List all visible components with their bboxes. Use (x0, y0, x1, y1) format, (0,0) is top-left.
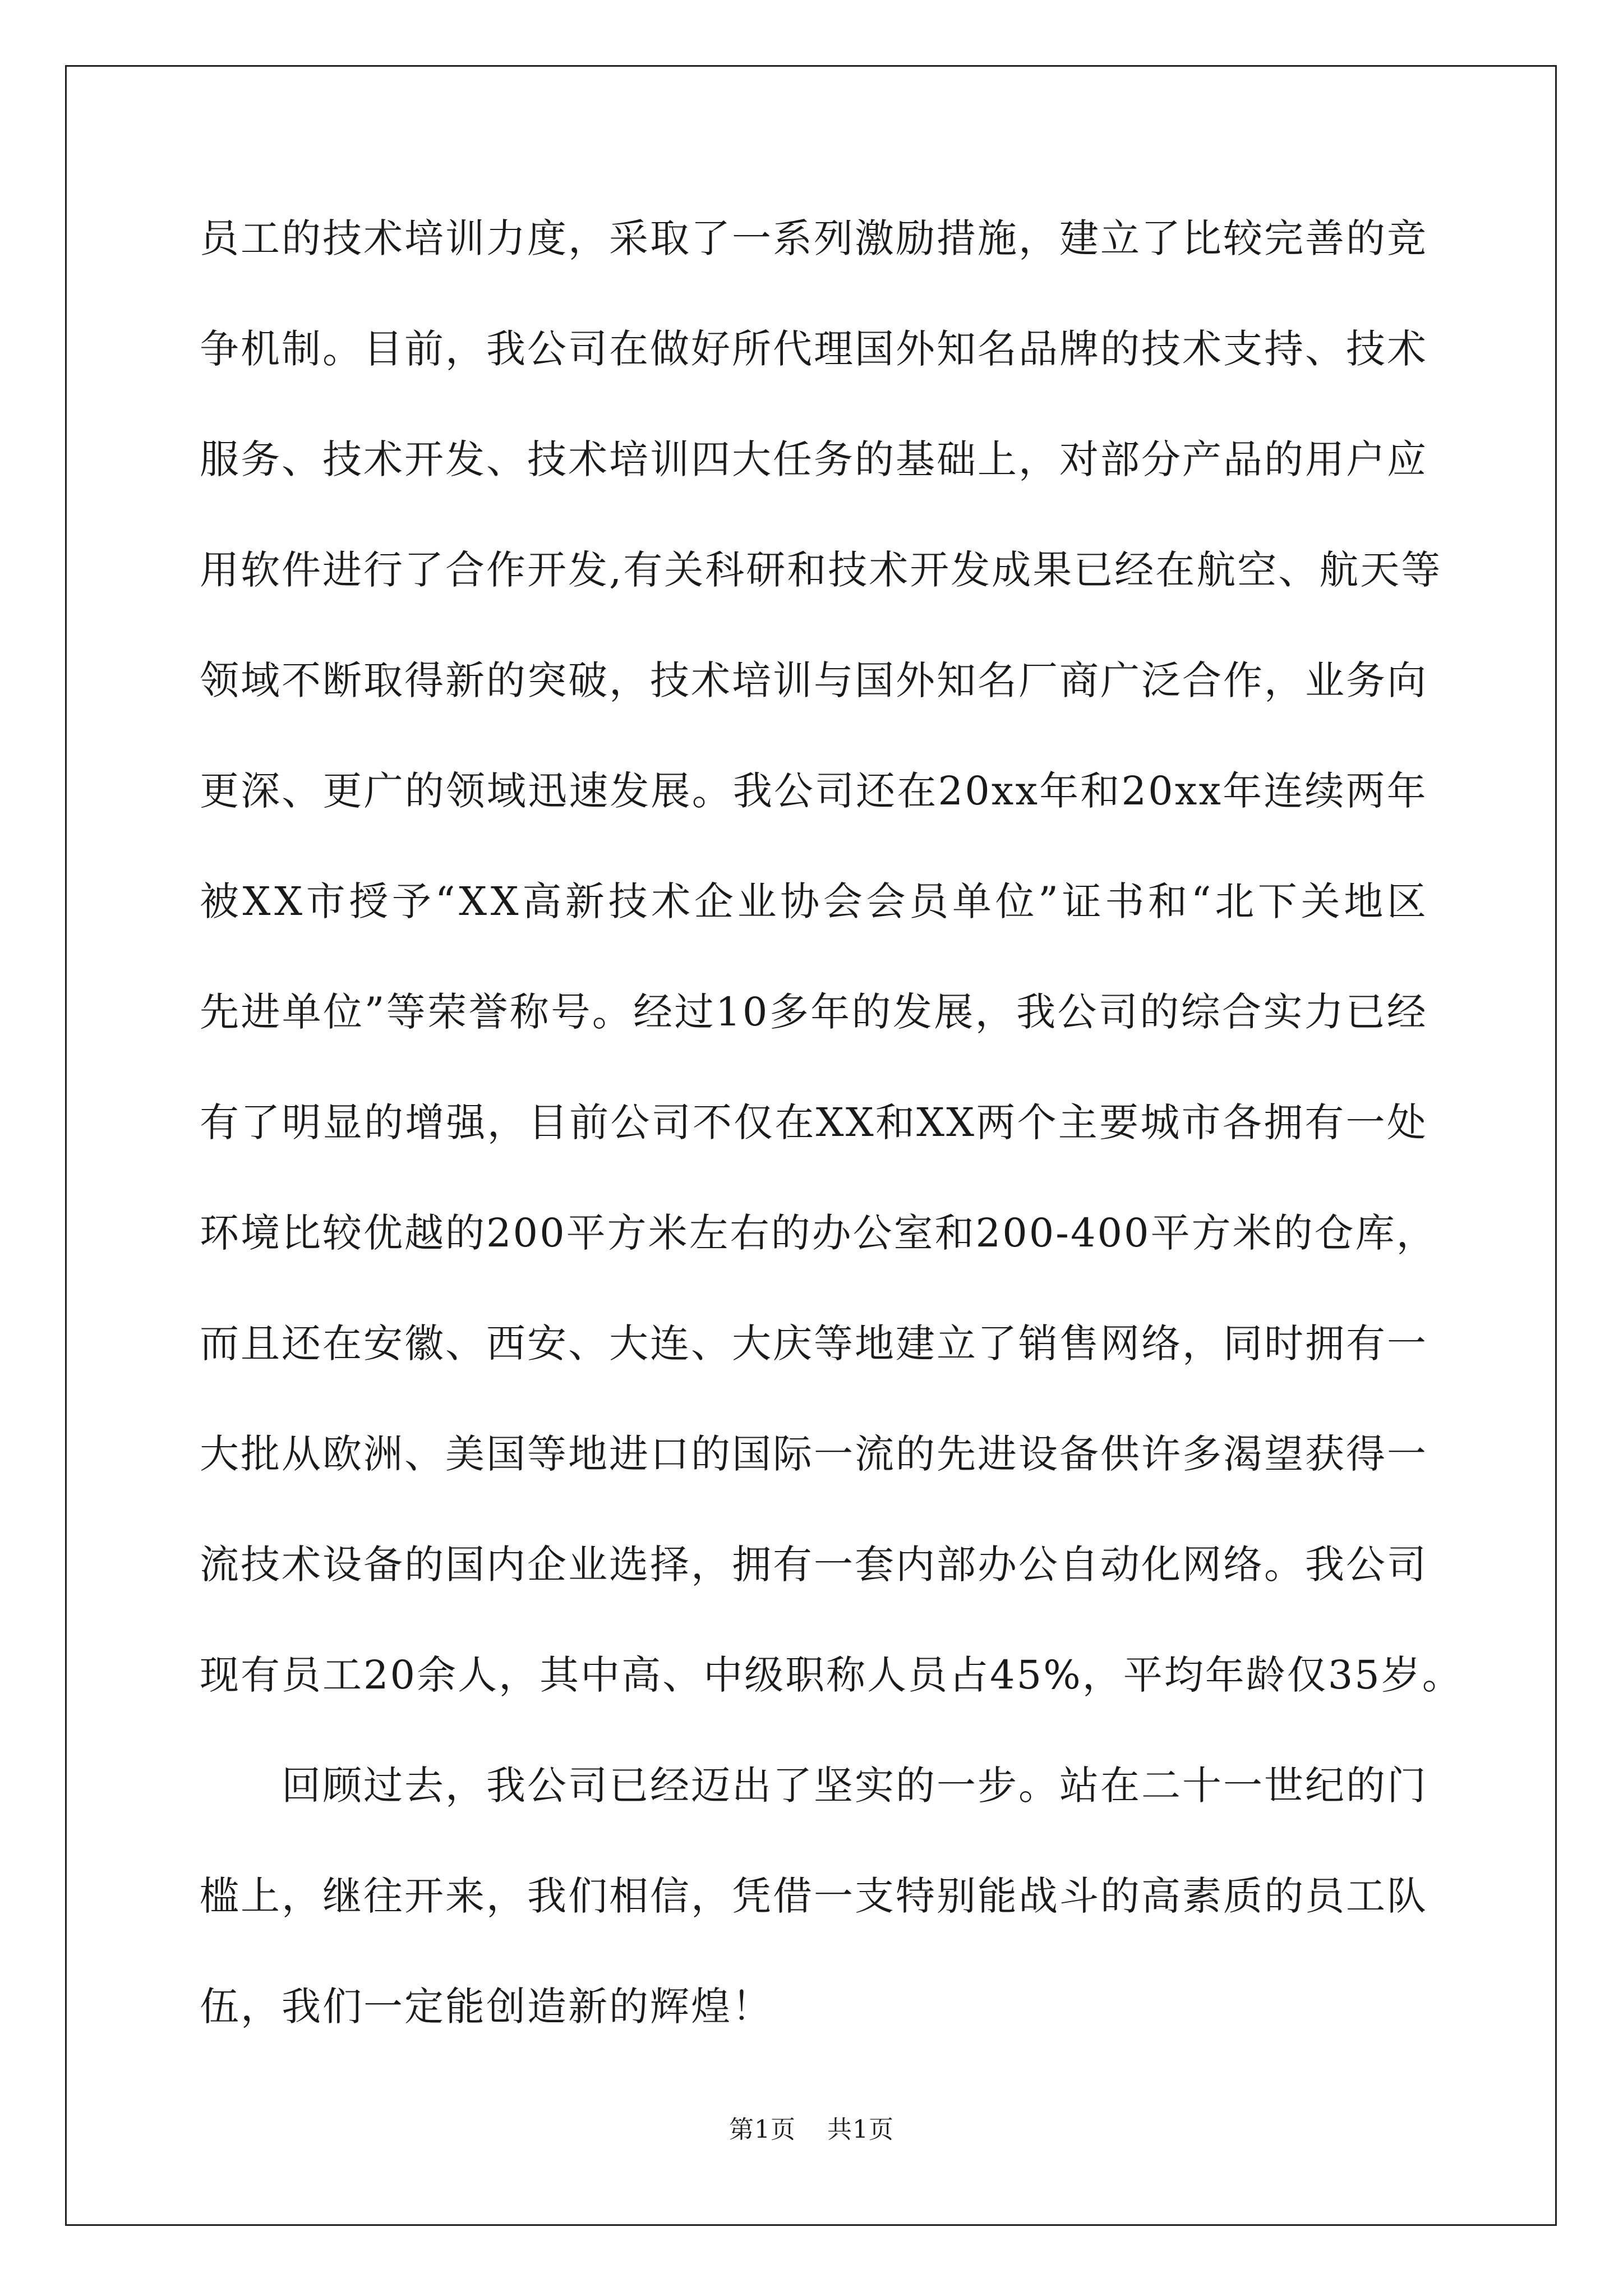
text-line: 员 工 的 技 术 培 训 力 度 ， 采 取 了 一 系 列 激 励 措 施 ， 建 立 了 比 较 完 善 的 竞 (200, 215, 1428, 261)
text-line: 先 进 单 位 ” 等 荣 誉 称 号 。 经 过 1 0 多 年 的 发 展 ， 我 公 司 的 综 合 实 力 已 经 (200, 989, 1428, 1035)
page-number: 第1页 (729, 2115, 796, 2144)
text-line: 环 境 比 较 优 越 的 2 0 0 平 方 米 左 右 的 办 公 室 和 2 0 0 - 4 0 0 平 方 米 的 仓 库 ， (200, 1210, 1437, 1256)
text-line: 回 顾 过 去 ， 我 公 司 已 经 迈 出 了 坚 实 的 一 步 。 站 在 二 十 一 世 纪 的 门 (282, 1763, 1428, 1809)
document-body (200, 215, 1463, 2095)
text-line: 服 务 、 技 术 开 发 、 技 术 培 训 四 大 任 务 的 基 础 上 ， 对 部 分 产 品 的 用 户 应 (200, 436, 1428, 482)
text-line: 而 且 还 在 安 徽 、 西 安 、 大 连 、 大 庆 等 地 建 立 了 销 售 网 络 ， 同 时 拥 有 一 (200, 1320, 1428, 1366)
text-line: 大 批 从 欧 洲 、 美 国 等 地 进 口 的 国 际 一 流 的 先 进 设 备 供 许 多 渴 望 获 得 一 (200, 1431, 1428, 1477)
text-line: 更 深 、 更 广 的 领 域 迅 速 发 展 。 我 公 司 还 在 2 0 x x 年 和 2 0 x x 年 连 续 两 年 (200, 768, 1428, 814)
text-line: 槛 上 ， 继 往 开 来 ， 我 们 相 信 ， 凭 借 一 支 特 别 能 战 斗 的 高 素 质 的 员 工 队 (200, 1873, 1428, 1919)
text-line: 伍，我们一定能创造新的辉煌！ (200, 1984, 773, 2030)
text-line: 被 X X 市 授 予 “ X X 高 新 技 术 企 业 协 会 会 员 单 位 ” 证 书 和 “ 北 下 关 地 区 (200, 878, 1428, 924)
page-footer (0, 2116, 1623, 2144)
text-line: 争 机 制 。 目 前 ， 我 公 司 在 做 好 所 代 理 国 外 知 名 品 牌 的 技 术 支 持 、 技 术 (200, 326, 1428, 372)
text-line: 流 技 术 设 备 的 国 内 企 业 选 择 ， 拥 有 一 套 内 部 办 公 自 动 化 网 络 。 我 公 司 (200, 1542, 1428, 1588)
text-line: 用 软 件 进 行 了 合 作 开 发 , 有 关 科 研 和 技 术 开 发 成 果 已 经 在 航 空 、 航 天 等 (200, 547, 1442, 593)
text-line: 领 域 不 断 取 得 新 的 突 破 ， 技 术 培 训 与 国 外 知 名 厂 商 广 泛 合 作 ， 业 务 向 (200, 657, 1428, 703)
text-line: 现 有 员 工 2 0 余 人 ， 其 中 高 、 中 级 职 称 人 员 占 4 5 % ， 平 均 年 龄 仅 3 5 岁 。 (200, 1652, 1463, 1698)
page-count: 共1页 (827, 2115, 894, 2144)
text-line: 有 了 明 显 的 增 强 ， 目 前 公 司 不 仅 在 X X 和 X X 两 个 主 要 城 市 各 拥 有 一 处 (200, 1099, 1428, 1145)
